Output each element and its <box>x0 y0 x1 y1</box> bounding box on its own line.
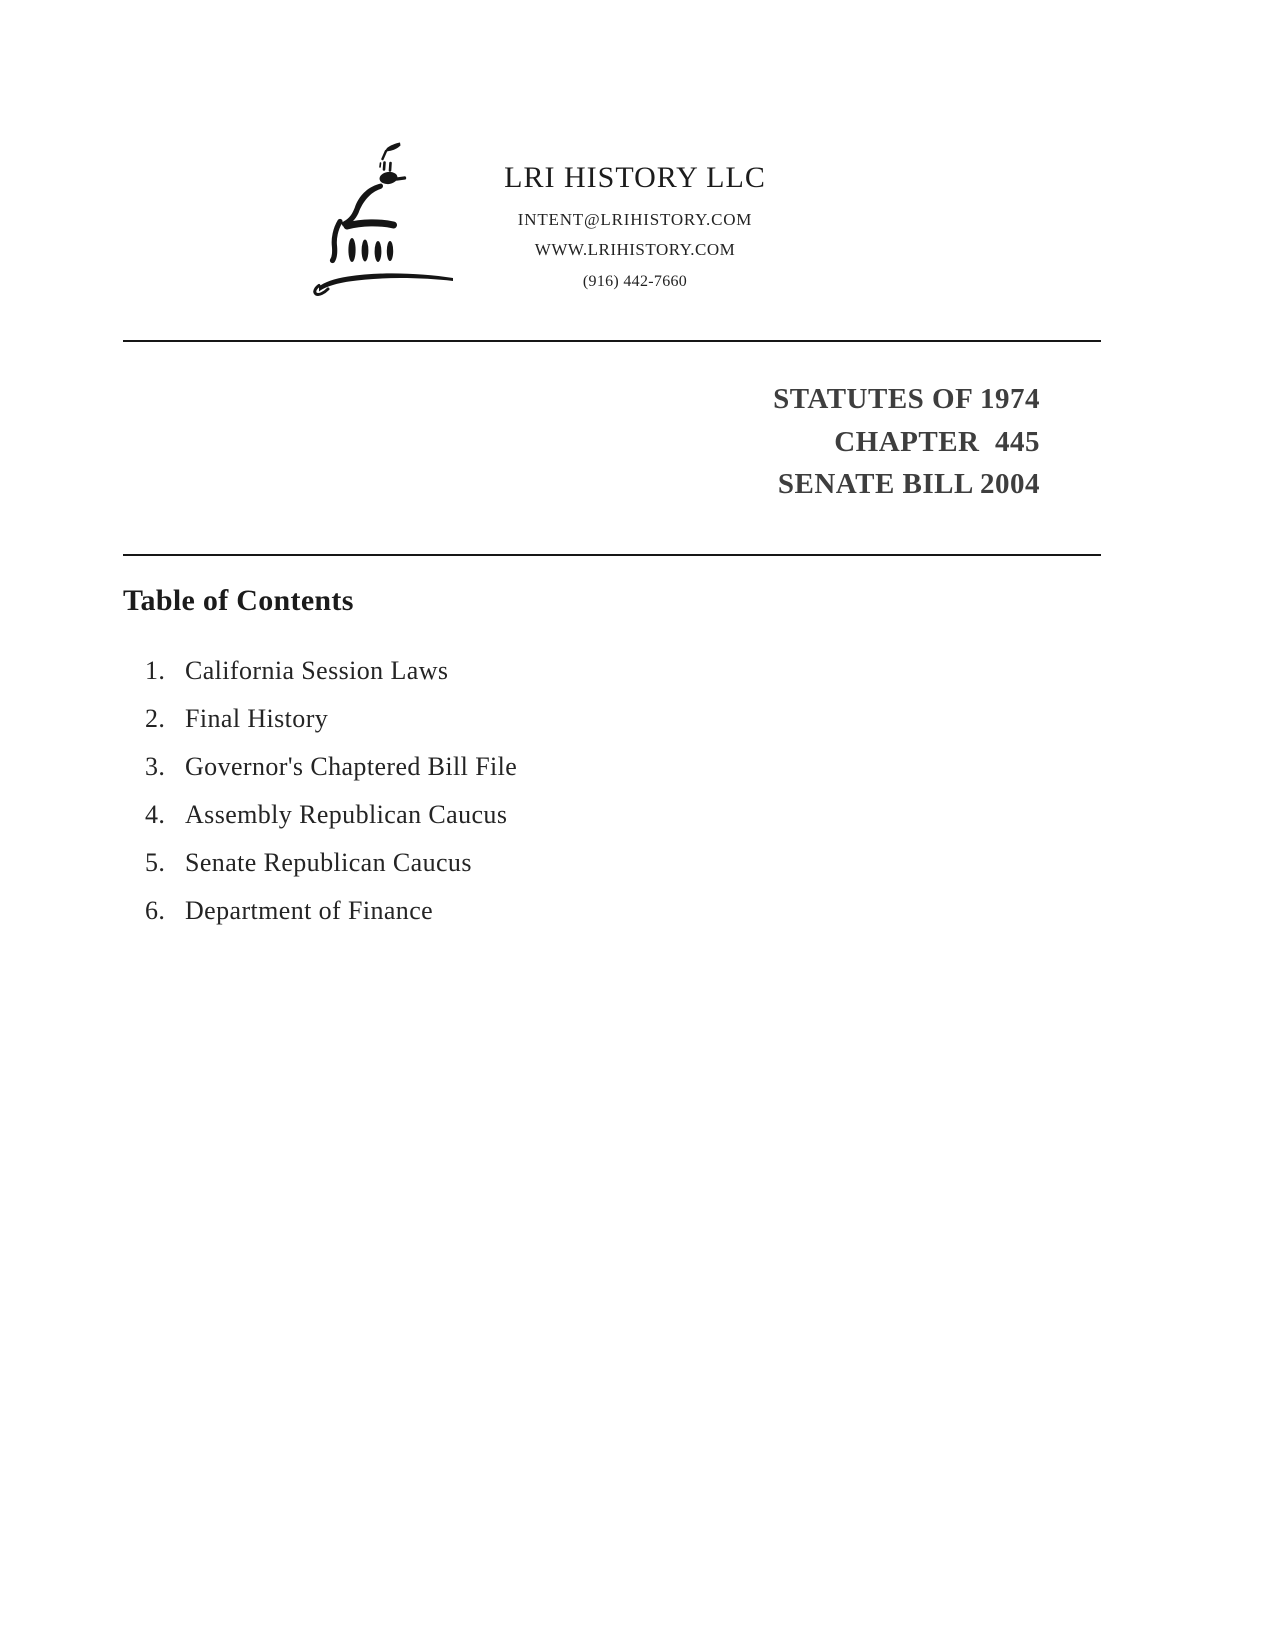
logo-ticks <box>384 163 391 171</box>
logo-left-wall <box>333 222 341 261</box>
toc-item <box>145 656 845 686</box>
horizontal-rule-bottom <box>123 554 1101 556</box>
statute-title-block <box>773 378 1040 506</box>
letterhead <box>435 160 835 292</box>
toc-item-label: Department of Finance <box>185 896 434 925</box>
toc-heading: Table of Contents <box>123 584 354 617</box>
toc-item-number: 5. <box>145 848 166 877</box>
chapter-line: CHAPTER 445 <box>834 425 1040 458</box>
logo-column <box>348 238 355 262</box>
statutes-line: STATUTES OF 1974 <box>773 383 1040 415</box>
toc-item-label: Final History <box>185 704 329 733</box>
company-website: WWW.LRIHISTORY.COM <box>534 240 736 259</box>
toc-item-number: 4. <box>145 800 166 829</box>
company-phone: (916) 442-7660 <box>582 273 688 290</box>
logo-lantern-dash <box>397 178 405 179</box>
toc-item-label: Assembly Republican Caucus <box>185 800 508 829</box>
logo-ground-sweep <box>319 273 453 291</box>
horizontal-rule-top <box>123 340 1101 342</box>
logo-tick-small <box>380 163 381 167</box>
company-name: LRI HISTORY LLC <box>504 161 766 194</box>
toc-list <box>145 656 845 944</box>
toc-item-label: Governor's Chaptered Bill File <box>185 752 518 781</box>
toc-item-number: 1. <box>145 656 166 685</box>
logo-dome-base <box>347 223 394 226</box>
logo-column <box>387 241 393 261</box>
toc-item-label: Senate Republican Caucus <box>185 848 472 877</box>
logo-column <box>362 240 369 262</box>
toc-item <box>145 896 845 926</box>
toc-item <box>145 704 845 734</box>
senate-bill-line: SENATE BILL 2004 <box>777 468 1040 500</box>
company-email: INTENT@LRIHISTORY.COM <box>517 210 753 229</box>
logo-column <box>375 241 382 262</box>
toc-item <box>145 800 845 830</box>
logo-lantern <box>379 171 398 185</box>
toc-item <box>145 848 845 878</box>
toc-item-number: 2. <box>145 704 166 733</box>
toc-item <box>145 752 845 782</box>
toc-item-number: 3. <box>145 752 166 781</box>
toc-item-number: 6. <box>145 896 166 925</box>
logo-flagpole <box>383 151 387 159</box>
toc-item-label: California Session Laws <box>185 656 449 685</box>
